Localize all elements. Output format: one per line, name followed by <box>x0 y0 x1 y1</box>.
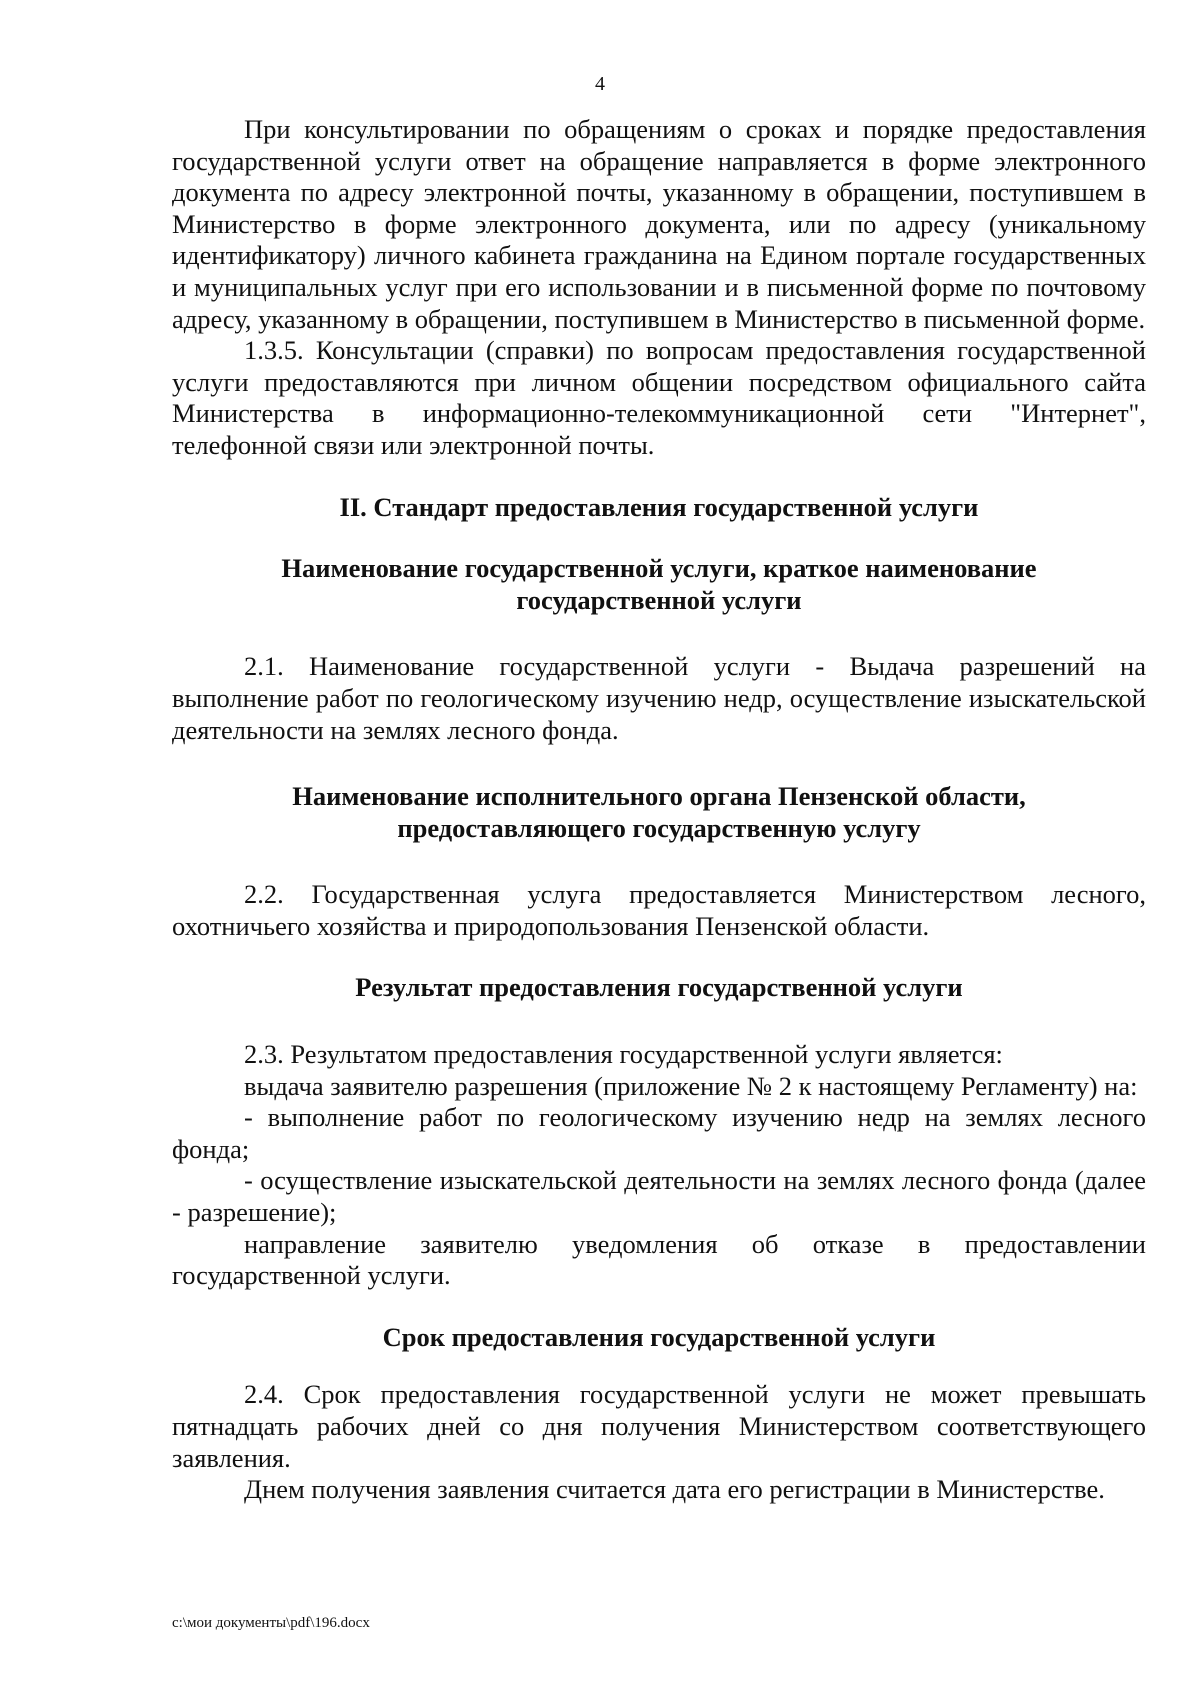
heading-executive-body: Наименование исполнительного органа Пензенской области, предоставляющего государственную услугу <box>292 781 1026 843</box>
heading-service-name: Наименование государственной услуги, краткое наименование государственной услуги <box>281 553 1037 615</box>
list-item-geological: - выполнение работ по геологическому изучению недр на землях лесного фонда; <box>172 1102 1146 1164</box>
paragraph-2-2: 2.2. Государственная услуга предоставляется Министерством лесного, охотничьего хозяйства и природопользования Пензенской области. <box>172 879 1146 941</box>
heading-term: Срок предоставления государственной услуги <box>382 1321 936 1352</box>
paragraph-2-3: 2.3. Результатом предоставления государственной услуги является: <box>244 1039 1003 1070</box>
page-number: 4 <box>595 73 605 95</box>
document-body <box>172 114 1146 1506</box>
list-item-survey: - осуществление изыскательской деятельности на землях лесного фонда (далее - разрешение); <box>172 1165 1146 1228</box>
footer-file-path: c:\мои документы\pdf\196.docx <box>172 1615 370 1631</box>
heading-result: Результат предоставления государственной услуги <box>355 972 963 1003</box>
paragraph-consultation: При консультировании по обращениям о сроках и порядке предоставления государственной услуги ответ на обращение направляется в форме электронного документа по адресу электронной почты, указанному в обращении, поступившем в Министерство в форме электронного документа, или по адресу (уникальному идентификатору) личного кабинета гражданина на Едином портале государственных и муниципальных услуг при его использовании и в письменной форме по почтовому адресу, указанному в обращении, поступившем в Министерство в письменной форме. <box>172 114 1146 334</box>
paragraph-2-4: 2.4. Срок предоставления государственной услуги не может превышать пятнадцать рабочих дней со дня получения Министерством соответствующего заявления. <box>172 1379 1146 1473</box>
paragraph-2-1: 2.1. Наименование государственной услуги - Выдача разрешений на выполнение работ по геологическому изучению недр, осуществление изыскательской деятельности на землях лесного фонда. <box>172 651 1146 745</box>
paragraph-receipt-date: Днем получения заявления считается дата его регистрации в Министерстве. <box>244 1474 1105 1505</box>
paragraph-1-3-5: 1.3.5. Консультации (справки) по вопросам предоставления государственной услуги предоставляются при личном общении посредством официального сайта Министерства в информационно-телекоммуникационной сети "Интернет", телефонной связи или электронной почты. <box>172 335 1146 460</box>
paragraph-refusal-notice: направление заявителю уведомления об отказе в предоставлении государственной услуги. <box>172 1228 1146 1291</box>
section-heading: II. Стандарт предоставления государственной услуги <box>339 491 979 522</box>
paragraph-issuance: выдача заявителю разрешения (приложение № 2 к настоящему Регламенту) на: <box>244 1070 1138 1101</box>
